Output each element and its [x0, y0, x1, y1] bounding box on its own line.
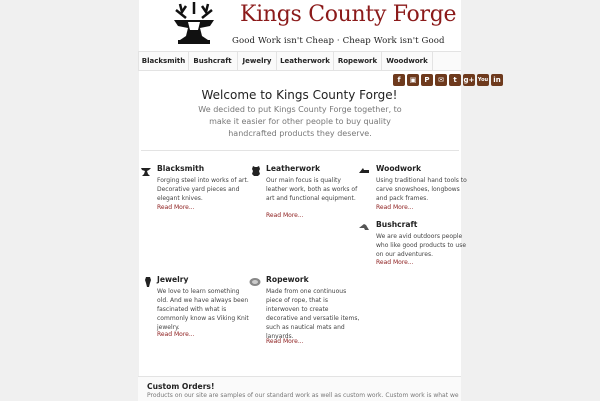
feature-text-woodwork: Using traditional hand tools to carve snowshoes, longbows and pack frames. [376, 177, 467, 202]
facebook-icon[interactable]: f [393, 74, 405, 86]
read-more-ropework[interactable]: Read More... [266, 338, 304, 345]
site-tagline: Good Work isn't Cheap · Cheap Work isn't Good [232, 36, 445, 46]
google-plus-icon[interactable]: g+ [463, 76, 475, 84]
anvil-antlers-logo[interactable] [168, 0, 220, 48]
read-more-leatherwork[interactable]: Read More... [266, 212, 304, 219]
feature-title-woodwork[interactable]: Woodwork [376, 164, 422, 173]
feature-title-bushcraft[interactable]: Bushcraft [376, 220, 418, 229]
section-divider [141, 150, 459, 151]
instagram-icon[interactable]: ▣ [407, 74, 419, 86]
feature-text-bushcraft: We are avid outdoors people who like good products to use on our adventures. [376, 233, 467, 258]
twitter-icon[interactable]: t [449, 74, 461, 86]
feature-text-ropework: Made from one continuous piece of rope, that is interwoven to create decorative and versatile items, such as nautical mats and lanyards. [266, 288, 360, 340]
youtube-icon[interactable]: You [477, 74, 489, 86]
nav-item-blacksmith[interactable]: Blacksmith [138, 52, 189, 70]
welcome-heading: Welcome to Kings County Forge! [201, 88, 398, 102]
pendant-icon [142, 276, 154, 288]
read-more-woodwork[interactable]: Read More... [376, 204, 414, 211]
anvil-icon [140, 165, 152, 177]
feature-text-jewelry: We love to learn something old. And we have always been fascinated with what is commonly know as Viking Knit jewelry. [157, 288, 249, 331]
custom-orders-section [138, 376, 461, 401]
hatchet-icon [358, 221, 370, 233]
site-header [139, 0, 461, 51]
feature-text-leatherwork: Our main focus is quality leather work, both as works of art and functional equipment. [266, 177, 358, 202]
feature-text-blacksmith: Forging steel into works of art. Decorative yard pieces and elegant knives. [157, 177, 249, 202]
main-nav [138, 51, 461, 71]
site-title[interactable]: Kings County Forge [240, 2, 457, 27]
read-more-blacksmith[interactable]: Read More... [157, 204, 195, 211]
leather-hide-icon [250, 165, 262, 177]
custom-orders-text: Products on our site are samples of our standard work as well as custom work. Custom work is what we [147, 392, 459, 399]
linkedin-icon[interactable]: in [491, 74, 503, 86]
woodwork-tool-icon [358, 165, 370, 177]
feature-title-blacksmith[interactable]: Blacksmith [157, 164, 205, 173]
nav-item-bushcraft[interactable]: Bushcraft [188, 52, 238, 70]
pinterest-icon[interactable]: P [421, 74, 433, 86]
rope-knot-icon [249, 276, 261, 288]
intro-text: We decided to put Kings County Forge together, to make it easier for other people to buy quality handcrafted products they deserve. [198, 105, 402, 138]
email-icon[interactable]: ✉ [435, 74, 447, 86]
feature-title-jewelry[interactable]: Jewelry [157, 275, 189, 284]
nav-item-ropework[interactable]: Ropework [334, 52, 382, 70]
nav-item-leatherwork[interactable]: Leatherwork [277, 52, 334, 70]
nav-item-jewelry[interactable]: Jewelry [238, 52, 277, 70]
read-more-bushcraft[interactable]: Read More... [376, 259, 414, 266]
read-more-jewelry[interactable]: Read More... [157, 331, 195, 338]
feature-title-ropework[interactable]: Ropework [266, 275, 309, 284]
custom-orders-title: Custom Orders! [147, 382, 215, 391]
nav-item-woodwork[interactable]: Woodwork [382, 52, 433, 70]
feature-title-leatherwork[interactable]: Leatherwork [266, 164, 321, 173]
